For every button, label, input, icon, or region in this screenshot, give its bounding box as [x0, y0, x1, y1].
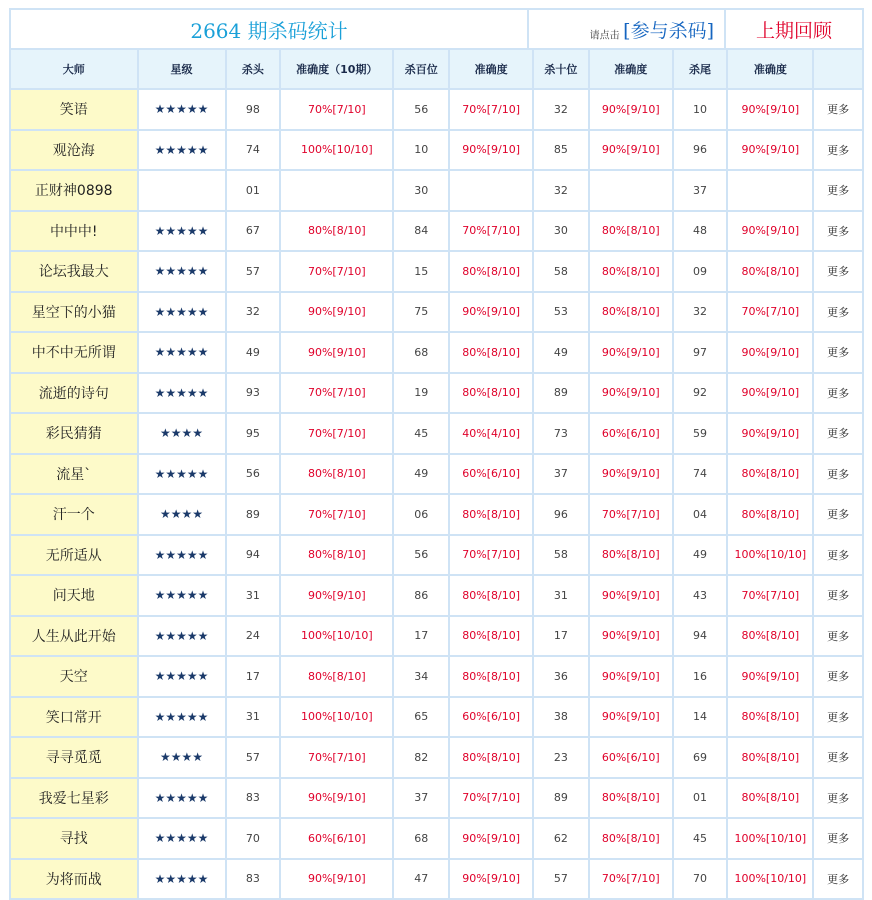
kill-ten: 57 — [534, 860, 588, 899]
kill-hundred: 37 — [394, 779, 448, 818]
kill-head: 93 — [227, 374, 280, 413]
master-name: 无所适从 — [11, 536, 137, 575]
header-col-accuracy-tail: 准确度 — [728, 50, 812, 88]
kill-tail: 01 — [674, 779, 727, 818]
table-row — [11, 212, 862, 251]
accuracy-tail: 80%[8/10] — [728, 495, 812, 534]
table-header-row — [11, 50, 862, 88]
accuracy-hundred: 70%[7/10] — [450, 90, 532, 129]
star-rating — [139, 171, 225, 210]
master-name: 笑口常开 — [11, 698, 137, 737]
star-rating: ★★★★ — [139, 495, 225, 534]
accuracy-ten: 90%[9/10] — [590, 333, 672, 372]
kill-head: 24 — [227, 617, 280, 656]
accuracy-hundred: 60%[6/10] — [450, 455, 532, 494]
kill-hundred: 10 — [394, 131, 448, 170]
master-name: 问天地 — [11, 576, 137, 615]
kill-tail: 04 — [674, 495, 727, 534]
accuracy-tail: 80%[8/10] — [728, 617, 812, 656]
accuracy-hundred: 70%[7/10] — [450, 779, 532, 818]
star-rating: ★★★★★ — [139, 617, 225, 656]
table-row — [11, 698, 862, 737]
kill-ten: 58 — [534, 536, 588, 575]
kill-tail: 97 — [674, 333, 727, 372]
master-name: 中中中! — [11, 212, 137, 251]
accuracy-tail: 90%[9/10] — [728, 374, 812, 413]
accuracy-ten: 60%[6/10] — [590, 738, 672, 777]
star-rating: ★★★★★ — [139, 657, 225, 696]
star-rating: ★★★★★ — [139, 860, 225, 899]
header-col-accuracy-ten: 准确度 — [590, 50, 672, 88]
kill-hundred: 06 — [394, 495, 448, 534]
accuracy-tail: 70%[7/10] — [728, 293, 812, 332]
kill-hundred: 68 — [394, 819, 448, 858]
kill-ten: 17 — [534, 617, 588, 656]
master-name: 寻寻觅觅 — [11, 738, 137, 777]
more-link[interactable]: 更多 — [814, 698, 862, 737]
accuracy-ten — [590, 171, 672, 210]
accuracy-ten: 80%[8/10] — [590, 293, 672, 332]
accuracy-tail: 80%[8/10] — [728, 738, 812, 777]
kill-tail: 48 — [674, 212, 727, 251]
kill-head: 17 — [227, 657, 280, 696]
accuracy-head: 90%[9/10] — [281, 576, 392, 615]
master-name: 中不中无所谓 — [11, 333, 137, 372]
more-link[interactable]: 更多 — [814, 860, 862, 899]
table-row — [11, 252, 862, 291]
accuracy-tail: 80%[8/10] — [728, 698, 812, 737]
more-link[interactable]: 更多 — [814, 131, 862, 170]
accuracy-head: 90%[9/10] — [281, 779, 392, 818]
kill-hundred: 17 — [394, 617, 448, 656]
accuracy-tail: 90%[9/10] — [728, 657, 812, 696]
accuracy-ten: 90%[9/10] — [590, 90, 672, 129]
master-name: 寻找 — [11, 819, 137, 858]
table-row — [11, 495, 862, 534]
accuracy-head: 70%[7/10] — [281, 495, 392, 534]
accuracy-ten: 90%[9/10] — [590, 698, 672, 737]
kill-head: 57 — [227, 252, 280, 291]
accuracy-hundred: 80%[8/10] — [450, 333, 532, 372]
star-rating: ★★★★★ — [139, 90, 225, 129]
accuracy-tail: 80%[8/10] — [728, 779, 812, 818]
more-link[interactable]: 更多 — [814, 576, 862, 615]
star-rating: ★★★★★ — [139, 333, 225, 372]
accuracy-ten: 60%[6/10] — [590, 414, 672, 453]
kill-tail: 37 — [674, 171, 727, 210]
accuracy-hundred: 70%[7/10] — [450, 212, 532, 251]
master-name: 我爱七星彩 — [11, 779, 137, 818]
kill-ten: 62 — [534, 819, 588, 858]
accuracy-head: 60%[6/10] — [281, 819, 392, 858]
accuracy-hundred: 40%[4/10] — [450, 414, 532, 453]
star-rating: ★★★★★ — [139, 212, 225, 251]
more-link[interactable]: 更多 — [814, 495, 862, 534]
kill-hundred: 34 — [394, 657, 448, 696]
table-row — [11, 576, 862, 615]
kill-hundred: 49 — [394, 455, 448, 494]
star-rating: ★★★★ — [139, 738, 225, 777]
accuracy-head: 90%[9/10] — [281, 293, 392, 332]
kill-hundred: 19 — [394, 374, 448, 413]
accuracy-tail: 80%[8/10] — [728, 252, 812, 291]
master-name: 论坛我最大 — [11, 252, 137, 291]
accuracy-ten: 90%[9/10] — [590, 617, 672, 656]
kill-ten: 89 — [534, 374, 588, 413]
accuracy-tail: 100%[10/10] — [728, 819, 812, 858]
kill-ten: 23 — [534, 738, 588, 777]
table-row — [11, 657, 862, 696]
kill-head: 57 — [227, 738, 280, 777]
accuracy-hundred: 90%[9/10] — [450, 131, 532, 170]
accuracy-head: 100%[10/10] — [281, 131, 392, 170]
kill-code-panel — [9, 8, 864, 900]
accuracy-hundred: 70%[7/10] — [450, 536, 532, 575]
more-link[interactable]: 更多 — [814, 252, 862, 291]
kill-tail: 14 — [674, 698, 727, 737]
kill-hundred: 75 — [394, 293, 448, 332]
kill-ten: 32 — [534, 90, 588, 129]
previous-review-link[interactable]: 上期回顾 — [726, 10, 862, 48]
kill-hundred: 65 — [394, 698, 448, 737]
accuracy-head: 70%[7/10] — [281, 374, 392, 413]
accuracy-tail: 90%[9/10] — [728, 414, 812, 453]
join-cell — [529, 10, 724, 48]
accuracy-head: 70%[7/10] — [281, 90, 392, 129]
kill-tail: 45 — [674, 819, 727, 858]
table-row — [11, 171, 862, 210]
accuracy-hundred: 80%[8/10] — [450, 576, 532, 615]
kill-hundred: 30 — [394, 171, 448, 210]
kill-hundred: 82 — [394, 738, 448, 777]
kill-code-table — [9, 48, 864, 900]
kill-hundred: 45 — [394, 414, 448, 453]
more-link[interactable]: 更多 — [814, 455, 862, 494]
kill-code-header-table — [9, 8, 864, 50]
kill-tail: 94 — [674, 617, 727, 656]
more-link[interactable]: 更多 — [814, 536, 862, 575]
kill-head: 31 — [227, 576, 280, 615]
star-rating: ★★★★★ — [139, 576, 225, 615]
accuracy-ten: 90%[9/10] — [590, 455, 672, 494]
table-row — [11, 819, 862, 858]
kill-hundred: 56 — [394, 90, 448, 129]
kill-hundred: 84 — [394, 212, 448, 251]
kill-ten: 58 — [534, 252, 588, 291]
kill-hundred: 15 — [394, 252, 448, 291]
kill-ten: 89 — [534, 779, 588, 818]
accuracy-head: 70%[7/10] — [281, 252, 392, 291]
kill-head: 56 — [227, 455, 280, 494]
kill-ten: 30 — [534, 212, 588, 251]
header-col-master: 大师 — [11, 50, 137, 88]
kill-head: 95 — [227, 414, 280, 453]
kill-hundred: 47 — [394, 860, 448, 899]
accuracy-head: 80%[8/10] — [281, 212, 392, 251]
kill-tail: 96 — [674, 131, 727, 170]
accuracy-tail: 70%[7/10] — [728, 576, 812, 615]
accuracy-tail: 80%[8/10] — [728, 455, 812, 494]
kill-head: 67 — [227, 212, 280, 251]
kill-ten: 73 — [534, 414, 588, 453]
star-rating: ★★★★★ — [139, 819, 225, 858]
header-col-accuracy-10: 准确度（10期） — [281, 50, 392, 88]
accuracy-head: 100%[10/10] — [281, 698, 392, 737]
star-rating: ★★★★★ — [139, 374, 225, 413]
table-row — [11, 860, 862, 899]
accuracy-ten: 80%[8/10] — [590, 252, 672, 291]
header-col-more — [814, 50, 862, 88]
kill-hundred: 68 — [394, 333, 448, 372]
more-link[interactable]: 更多 — [814, 414, 862, 453]
accuracy-head: 80%[8/10] — [281, 455, 392, 494]
master-name: 正财神0898 — [11, 171, 137, 210]
accuracy-tail: 90%[9/10] — [728, 131, 812, 170]
more-link[interactable]: 更多 — [814, 171, 862, 210]
accuracy-hundred: 80%[8/10] — [450, 252, 532, 291]
kill-head: 98 — [227, 90, 280, 129]
accuracy-hundred: 80%[8/10] — [450, 374, 532, 413]
star-rating: ★★★★★ — [139, 293, 225, 332]
kill-head: 49 — [227, 333, 280, 372]
accuracy-head: 80%[8/10] — [281, 536, 392, 575]
table-row — [11, 738, 862, 777]
accuracy-ten: 80%[8/10] — [590, 819, 672, 858]
kill-tail: 59 — [674, 414, 727, 453]
master-name: 人生从此开始 — [11, 617, 137, 656]
star-rating: ★★★★★ — [139, 536, 225, 575]
join-prefix: 请点击 — [589, 30, 620, 41]
kill-ten: 49 — [534, 333, 588, 372]
kill-head: 89 — [227, 495, 280, 534]
master-name: 流星` — [11, 455, 137, 494]
master-name: 笑语 — [11, 90, 137, 129]
kill-head: 32 — [227, 293, 280, 332]
accuracy-hundred — [450, 171, 532, 210]
header-col-kill-head: 杀头 — [227, 50, 280, 88]
accuracy-ten: 80%[8/10] — [590, 779, 672, 818]
table-row — [11, 90, 862, 129]
kill-ten: 32 — [534, 171, 588, 210]
accuracy-tail: 90%[9/10] — [728, 333, 812, 372]
kill-tail: 32 — [674, 293, 727, 332]
accuracy-ten: 90%[9/10] — [590, 657, 672, 696]
kill-tail: 69 — [674, 738, 727, 777]
accuracy-hundred: 60%[6/10] — [450, 698, 532, 737]
accuracy-tail: 90%[9/10] — [728, 212, 812, 251]
table-row — [11, 293, 862, 332]
accuracy-tail — [728, 171, 812, 210]
kill-tail: 09 — [674, 252, 727, 291]
kill-head: 70 — [227, 819, 280, 858]
header-col-kill-hundred: 杀百位 — [394, 50, 448, 88]
table-row — [11, 131, 862, 170]
table-row — [11, 374, 862, 413]
star-rating: ★★★★★ — [139, 698, 225, 737]
master-name: 流逝的诗句 — [11, 374, 137, 413]
star-rating: ★★★★ — [139, 414, 225, 453]
accuracy-ten: 80%[8/10] — [590, 212, 672, 251]
kill-tail: 16 — [674, 657, 727, 696]
accuracy-tail: 100%[10/10] — [728, 536, 812, 575]
page-title: 2664 期杀码统计 — [11, 10, 527, 48]
kill-head: 01 — [227, 171, 280, 210]
header-col-kill-tail: 杀尾 — [674, 50, 727, 88]
star-rating: ★★★★★ — [139, 131, 225, 170]
accuracy-ten: 70%[7/10] — [590, 860, 672, 899]
kill-head: 94 — [227, 536, 280, 575]
master-name: 星空下的小猫 — [11, 293, 137, 332]
kill-tail: 92 — [674, 374, 727, 413]
more-link[interactable]: 更多 — [814, 333, 862, 372]
header-col-accuracy-hundred: 准确度 — [450, 50, 532, 88]
more-link[interactable]: 更多 — [814, 374, 862, 413]
table-row — [11, 536, 862, 575]
header-col-stars: 星级 — [139, 50, 225, 88]
kill-ten: 37 — [534, 455, 588, 494]
accuracy-head: 90%[9/10] — [281, 333, 392, 372]
table-row — [11, 779, 862, 818]
accuracy-hundred: 90%[9/10] — [450, 293, 532, 332]
accuracy-hundred: 80%[8/10] — [450, 495, 532, 534]
kill-head: 83 — [227, 860, 280, 899]
master-name: 观沧海 — [11, 131, 137, 170]
kill-ten: 31 — [534, 576, 588, 615]
accuracy-hundred: 90%[9/10] — [450, 860, 532, 899]
more-link[interactable]: 更多 — [814, 819, 862, 858]
table-row — [11, 414, 862, 453]
kill-hundred: 56 — [394, 536, 448, 575]
kill-tail: 43 — [674, 576, 727, 615]
star-rating: ★★★★★ — [139, 779, 225, 818]
kill-head: 31 — [227, 698, 280, 737]
accuracy-ten: 90%[9/10] — [590, 576, 672, 615]
join-kill-code-link[interactable]: [参与杀码] — [623, 19, 714, 42]
more-link[interactable]: 更多 — [814, 617, 862, 656]
accuracy-head: 100%[10/10] — [281, 617, 392, 656]
kill-ten: 38 — [534, 698, 588, 737]
accuracy-ten: 90%[9/10] — [590, 374, 672, 413]
kill-head: 83 — [227, 779, 280, 818]
star-rating: ★★★★★ — [139, 455, 225, 494]
more-link[interactable]: 更多 — [814, 657, 862, 696]
accuracy-hundred: 80%[8/10] — [450, 738, 532, 777]
master-name: 汗一个 — [11, 495, 137, 534]
accuracy-head: 70%[7/10] — [281, 414, 392, 453]
accuracy-head: 70%[7/10] — [281, 738, 392, 777]
table-row — [11, 455, 862, 494]
accuracy-hundred: 80%[8/10] — [450, 617, 532, 656]
accuracy-hundred: 90%[9/10] — [450, 819, 532, 858]
kill-ten: 85 — [534, 131, 588, 170]
accuracy-ten: 70%[7/10] — [590, 495, 672, 534]
master-name: 彩民猜猜 — [11, 414, 137, 453]
kill-tail: 74 — [674, 455, 727, 494]
kill-ten: 53 — [534, 293, 588, 332]
kill-ten: 96 — [534, 495, 588, 534]
table-body — [11, 90, 862, 898]
accuracy-head: 90%[9/10] — [281, 860, 392, 899]
master-name: 天空 — [11, 657, 137, 696]
table-row — [11, 617, 862, 656]
kill-tail: 10 — [674, 90, 727, 129]
accuracy-head — [281, 171, 392, 210]
accuracy-tail: 90%[9/10] — [728, 90, 812, 129]
accuracy-ten: 90%[9/10] — [590, 131, 672, 170]
more-link[interactable]: 更多 — [814, 90, 862, 129]
accuracy-head: 80%[8/10] — [281, 657, 392, 696]
kill-hundred: 86 — [394, 576, 448, 615]
table-row — [11, 333, 862, 372]
accuracy-tail: 100%[10/10] — [728, 860, 812, 899]
kill-tail: 70 — [674, 860, 727, 899]
more-link[interactable]: 更多 — [814, 293, 862, 332]
more-link[interactable]: 更多 — [814, 738, 862, 777]
kill-ten: 36 — [534, 657, 588, 696]
master-name: 为将而战 — [11, 860, 137, 899]
header-col-kill-ten: 杀十位 — [534, 50, 588, 88]
star-rating: ★★★★★ — [139, 252, 225, 291]
accuracy-hundred: 80%[8/10] — [450, 657, 532, 696]
kill-head: 74 — [227, 131, 280, 170]
more-link[interactable]: 更多 — [814, 779, 862, 818]
more-link[interactable]: 更多 — [814, 212, 862, 251]
accuracy-ten: 80%[8/10] — [590, 536, 672, 575]
kill-tail: 49 — [674, 536, 727, 575]
